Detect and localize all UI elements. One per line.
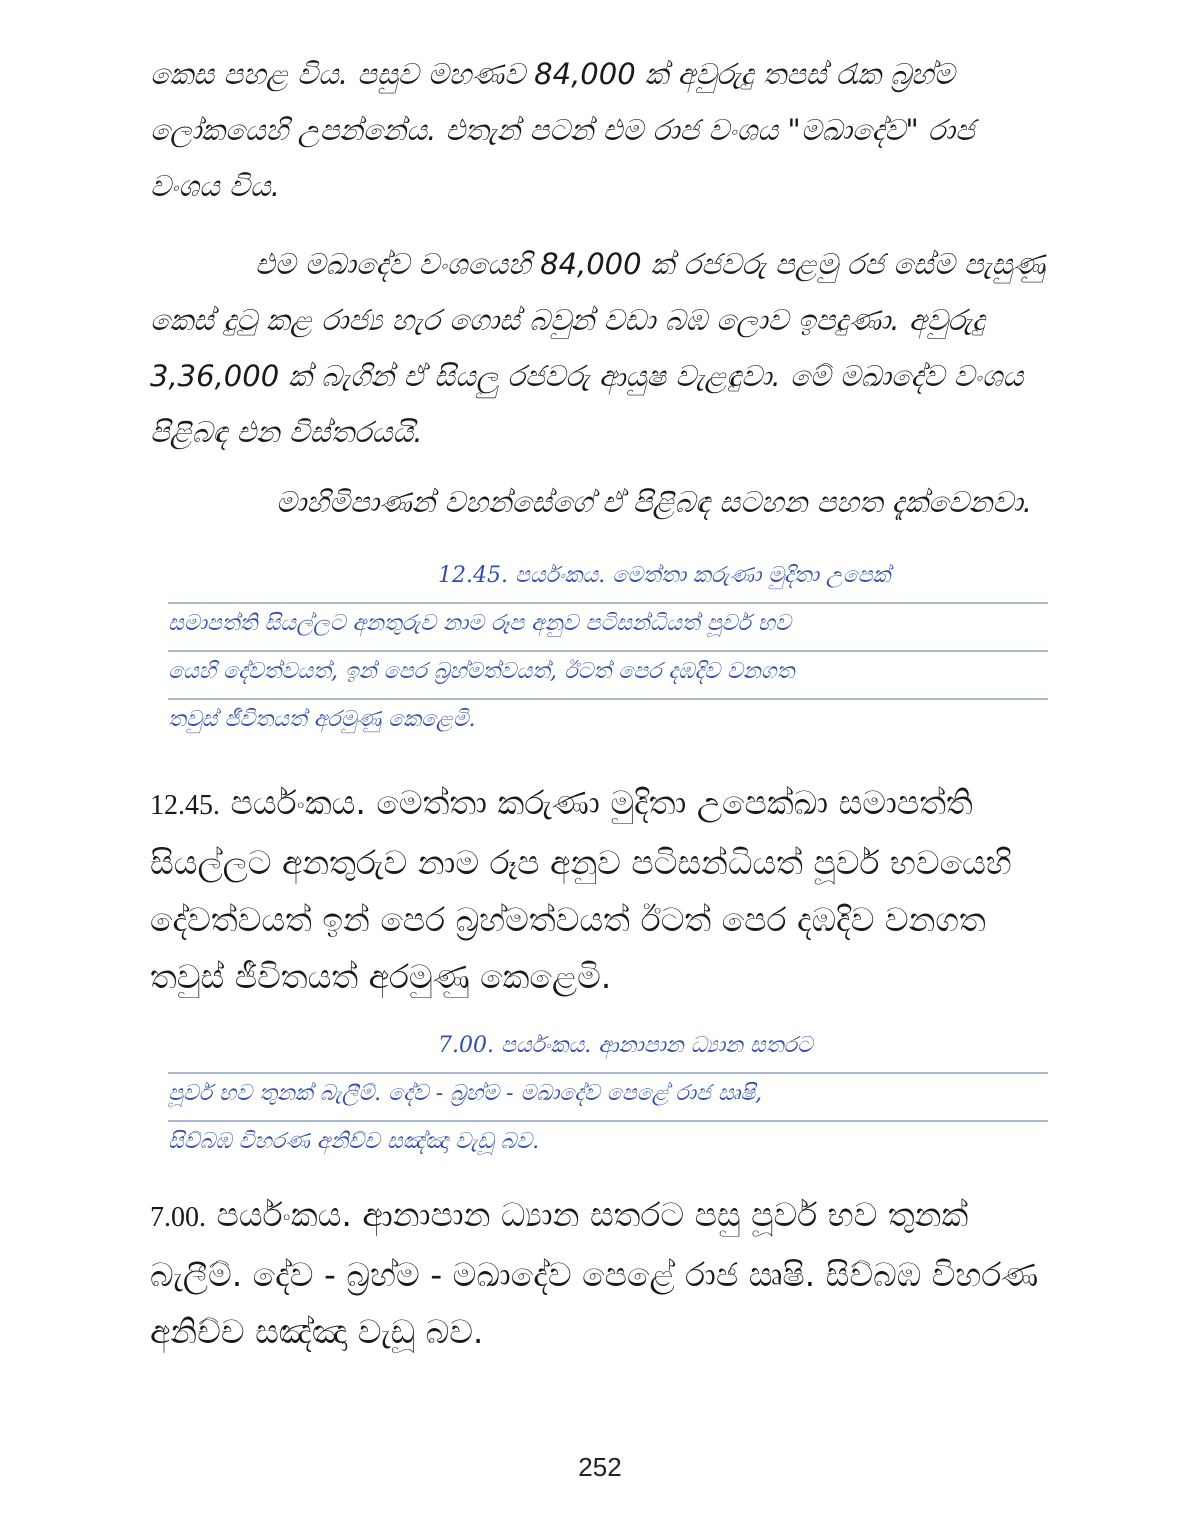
typed-line: දේවත්වයත් ඉන් පෙර බ්‍රහ්මත්වයත් ඊටත් පෙර දඹදිව වනගත xyxy=(150,900,986,939)
paragraph-line: කෙස පහළ විය. පසුව මහණව 84,000 ක් අවුරුදු තපස් රැක බ්‍රහ්ම xyxy=(150,57,955,91)
handwritten-line: තවුස් ජීවිතයත් අරමුණු කෙළෙමි. xyxy=(168,707,476,732)
typed-line: අනිච්ච සඤ්ඤා වැඩූ බව. xyxy=(150,1312,484,1351)
page-number: 252 xyxy=(578,1452,622,1482)
handwritten-line: 7.00. පර්යංකය. ආනාපාන ධ්‍යාන සතරට xyxy=(168,1026,1048,1074)
handwritten-line: සිව්බඹ විහරණ අනිච්ච සඤ්ඤා වැඩූ බව. xyxy=(168,1129,540,1154)
time-stamp: 12.45. xyxy=(150,790,220,821)
time-stamp: 7.00. xyxy=(150,1202,206,1233)
paragraph-line: පිළිබඳ එන විස්තරයයි. xyxy=(150,415,423,449)
paragraph-line: කෙස් දුටු කළ රාජ්‍ය හැර ගොස් බවුන් වඩා බඹ ලොව ඉපදුණා. අවුරුදු xyxy=(150,303,985,337)
typed-line-text: පර්යංකය. මෙත්තා කරුණා මුදිතා උපෙක්ඛා සමාපත්ති xyxy=(230,783,973,822)
typed-line: සියල්ලට අනතුරුව නාම රූප අනුව පටිසන්ධියත් පූර්ව භවයෙහි xyxy=(150,843,1012,882)
handwritten-note-1 xyxy=(168,556,1048,746)
typed-transcription-2 xyxy=(150,1186,1062,1360)
typed-line xyxy=(150,1186,1062,1246)
handwritten-line: 12.45. පර්යංකය. මෙත්තා කරුණා මුදිතා උපෙක් xyxy=(168,556,1048,604)
paragraph-mahadeva-origin xyxy=(150,46,1062,214)
handwritten-line: පූර්ව භව තුනක් බැලීම්. දේව - බ්‍රහ්ම - මඛාදේව පෙළේ රාජ ඍෂි, xyxy=(168,1074,1048,1122)
paragraph-line: එම මඛාදේව වංශයෙහි 84,000 ක් රජවරු පළමු රජ සේම පැසුණු xyxy=(255,247,1046,281)
typed-line: බැලීම්. දේව - බ්‍රහ්ම - මඛාදේව පෙළේ රාජ ඍෂි. සිව්බඹ විහරණ xyxy=(150,1255,1039,1294)
typed-line-text: පර්යංකය. ආනාපාන ධ්‍යාන සතරට පසු පූර්ව භව තුනක් xyxy=(216,1195,969,1234)
note-heading: මාහිමිපාණන් වහන්සේගේ ඒ පිළිබඳ සටහන පහත දැක්වෙනවා. xyxy=(275,485,1032,519)
typed-line xyxy=(150,774,1062,834)
typed-transcription-1 xyxy=(150,774,1062,1005)
handwritten-line: යෙහි දේවත්වයත්, ඉන් පෙර බ්‍රහ්මත්වයත්, ඊටත් පෙර දඹදිව වනගත xyxy=(168,652,1048,700)
handwritten-note-2 xyxy=(168,1026,1048,1168)
typed-line: තවුස් ජීවිතයත් අරමුණු කෙළෙමි. xyxy=(150,957,612,996)
paragraph-mahadeva-lineage xyxy=(150,236,1062,460)
paragraph-line: ලෝකයෙහි උපන්නේය. එතැන් පටන් එම රාජ වංශය "මඛාදේව" රාජ xyxy=(150,113,975,147)
paragraph-line: 3,36,000 ක් බැගින් ඒ සියලු රජවරු ආයුෂ වැළඳුවා. මේ මඛාදේව වංශය xyxy=(150,359,1024,393)
handwritten-line: සමාපත්ති සියල්ලට අනතුරුව නාම රූප අනුව පටිසන්ධියත් පූර්ව භව xyxy=(168,604,1048,652)
paragraph-line: වංශය විය. xyxy=(150,169,280,203)
